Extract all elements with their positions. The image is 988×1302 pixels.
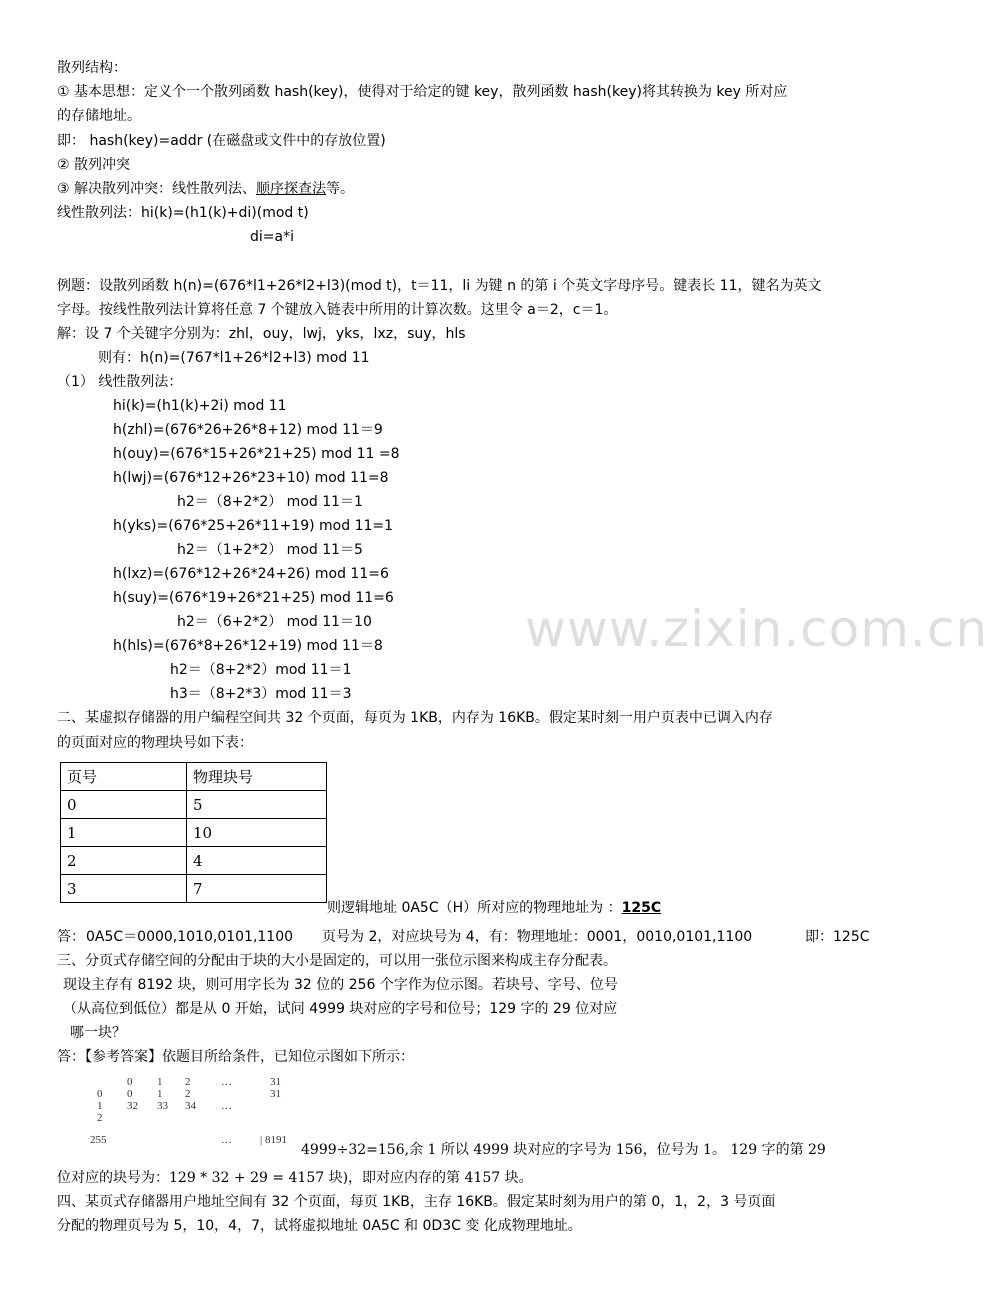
bitmap-cell: 0 xyxy=(97,1088,103,1100)
step-line: h(suy)=(676*19+26*21+25) mod 11=6 xyxy=(113,590,394,606)
section3-line3: （从高位到低位）都是从 0 开始，试问 4999 块对应的字号和位号；129 字的 29 位对应 xyxy=(63,1001,618,1017)
section2-answer-a: 0A5C＝0000,1010,0101,1100 xyxy=(86,929,294,945)
table-row xyxy=(61,819,327,847)
bitmap-cell: 33 xyxy=(157,1100,168,1112)
bitmap-cell: … xyxy=(221,1100,232,1112)
section3-answer xyxy=(57,1047,414,1067)
bitmap-cell: 0 xyxy=(127,1076,133,1088)
section3-result2: 位对应的块号为：129 * 32 + 29 = 4157 块)，即对应内存的第 4157 块。 xyxy=(57,1170,533,1186)
table-cell: 0 xyxy=(61,791,187,819)
answer-bracket: 【参考答案】 xyxy=(85,1049,162,1065)
example-line2: 字母。按线性散列法计算将任意 7 个键放入链表中所用的计算次数。这里令 a＝2，c＝1。 xyxy=(57,302,618,318)
bitmap-cell: 0 xyxy=(127,1088,133,1100)
section1-heading: 散列结构： xyxy=(57,60,127,76)
table-cell: 1 xyxy=(61,819,187,847)
step-line: h2＝（8+2*2） mod 11＝1 xyxy=(177,494,363,510)
page-table xyxy=(60,762,327,903)
section1-conflict: ② 散列冲突 xyxy=(57,157,131,173)
bitmap-cell: 31 xyxy=(270,1088,281,1100)
watermark: www.zixin.com.cn xyxy=(525,600,988,658)
bitmap-cell: … xyxy=(221,1134,232,1146)
table-cell: 4 xyxy=(187,847,327,875)
step-line: h2＝（1+2*2） mod 11＝5 xyxy=(177,542,363,558)
section1-resolve xyxy=(57,179,354,199)
section3-line2: 现设主存有 8192 块，则可用字长为 32 位的 256 个字作为位示图。若块号、字号、位号 xyxy=(63,977,618,993)
example-line1: 例题：设散列函数 h(n)=(676*l1+26*l2+l3)(mod t)，t＝11，li 为键 n 的第 i 个英文字母序号。键表长 11，键名为英文 xyxy=(57,278,822,294)
step-line: hi(k)=(h1(k)+2i) mod 11 xyxy=(113,398,287,414)
section2-answer-label: 答： xyxy=(57,929,85,945)
step-line: h(yks)=(676*25+26*11+19) mod 11=1 xyxy=(113,518,394,534)
section3-line1: 三、分页式存储空间的分配由于块的大小是固定的，可以用一张位示图来构成主存分配表。 xyxy=(57,953,617,969)
bitmap-cell: 32 xyxy=(127,1100,138,1112)
bitmap-cell: 1 xyxy=(97,1100,103,1112)
step-line: h(hls)=(676*8+26*12+19) mod 11＝8 xyxy=(113,638,383,654)
bitmap-cell: 31 xyxy=(270,1076,281,1088)
example-line5: （1） 线性散列法： xyxy=(57,374,183,390)
section2-answer-c: 即：125C xyxy=(805,929,870,945)
step-line: h(ouy)=(676*15+26*21+25) mod 11 =8 xyxy=(113,446,400,462)
table-row xyxy=(61,791,327,819)
bitmap-cell: 2 xyxy=(185,1088,191,1100)
step-line: h(lxz)=(676*12+26*24+26) mod 11=6 xyxy=(113,566,389,582)
section4-line2: 分配的物理页号为 5，10，4，7，试将虚拟地址 0A5C 和 0D3C 变 化成物理地址。 xyxy=(57,1218,582,1234)
section1-idea: ① 基本思想：定义个一个散列函数 hash(key)，使得对于给定的键 key，散列函数 hash(key)将其转换为 key 所对应 xyxy=(57,84,788,100)
step-line: h(zhl)=(676*26+26*8+12) mod 11＝9 xyxy=(113,422,383,438)
table-cell: 2 xyxy=(61,847,187,875)
section3-result1: 4999÷32=156,余 1 所以 4999 块对应的字号为 156，位号为 1。 129 字的第 29 xyxy=(301,1142,826,1158)
bitmap-cell: 2 xyxy=(185,1076,191,1088)
section3-line4: 哪一块？ xyxy=(70,1025,126,1041)
section4-line1: 四、某页式存储器用户地址空间有 32 个页面，每页 1KB，主存 16KB。假定某时刻为用户的第 0，1，2，3 号页面 xyxy=(57,1194,776,1210)
step-line: h3＝（8+2*3）mod 11＝3 xyxy=(170,686,352,702)
question-text: 则逻辑地址 0A5C（H）所对应的物理地址为 ： xyxy=(327,900,622,916)
section1-idea-cont: 的存储地址。 xyxy=(57,108,141,124)
bitmap-cell: | 8191 xyxy=(260,1134,287,1146)
resolve-post: 等。 xyxy=(326,181,355,197)
answer-text: 依题目所给条件，已知位示图如下所示： xyxy=(162,1049,414,1065)
table-cell: 5 xyxy=(187,791,327,819)
step-line: h2＝（8+2*2）mod 11＝1 xyxy=(170,662,352,678)
table-header-cell: 页号 xyxy=(61,763,187,791)
bitmap-cell: … xyxy=(221,1076,232,1088)
bitmap-cell: 255 xyxy=(90,1134,107,1146)
section2-line2: 的页面对应的物理块号如下表： xyxy=(57,735,253,751)
table-cell: 7 xyxy=(187,875,327,903)
section2-answer-b: 页号为 2，对应块号为 4，有：物理地址：0001，0010,0101,1100 xyxy=(322,929,753,945)
step-line: h(lwj)=(676*12+26*23+10) mod 11=8 xyxy=(113,470,389,486)
section1-di: di=a*i xyxy=(250,229,294,245)
table-row xyxy=(61,875,327,903)
table-row xyxy=(61,847,327,875)
question-answer: 125C xyxy=(621,900,662,916)
section1-linear: 线性散列法：hi(k)=(h1(k)+di)(mod t) xyxy=(57,205,309,221)
table-cell: 3 xyxy=(61,875,187,903)
step-line: h2＝（6+2*2） mod 11＝10 xyxy=(177,614,372,630)
bitmap-cell: 2 xyxy=(97,1112,103,1124)
section1-formula: 即： hash(key)=addr (在磁盘或文件中的存放位置) xyxy=(57,133,386,149)
bitmap-cell: 1 xyxy=(157,1076,163,1088)
bitmap-cell: 1 xyxy=(157,1088,163,1100)
example-line3: 解：设 7 个关键字分别为：zhl，ouy，lwj，yks，lxz，suy，hls xyxy=(57,326,466,342)
table-cell: 10 xyxy=(187,819,327,847)
section2-line1: 二、某虚拟存储器的用户编程空间共 32 个页面，每页为 1KB，内存为 16KB。假定某时刻一用户页表中已调入内存 xyxy=(57,710,773,726)
example-line4: 则有：h(n)=(767*l1+26*l2+l3) mod 11 xyxy=(98,350,370,366)
table-header-row xyxy=(61,763,327,791)
section2-question xyxy=(327,898,661,918)
bitmap-cell: 34 xyxy=(185,1100,196,1112)
resolve-link[interactable]: 顺序探查法 xyxy=(256,181,327,197)
answer-label: 答： xyxy=(57,1049,85,1065)
resolve-pre: ③ 解决散列冲突：线性散列法、 xyxy=(57,181,257,197)
table-header-cell: 物理块号 xyxy=(187,763,327,791)
